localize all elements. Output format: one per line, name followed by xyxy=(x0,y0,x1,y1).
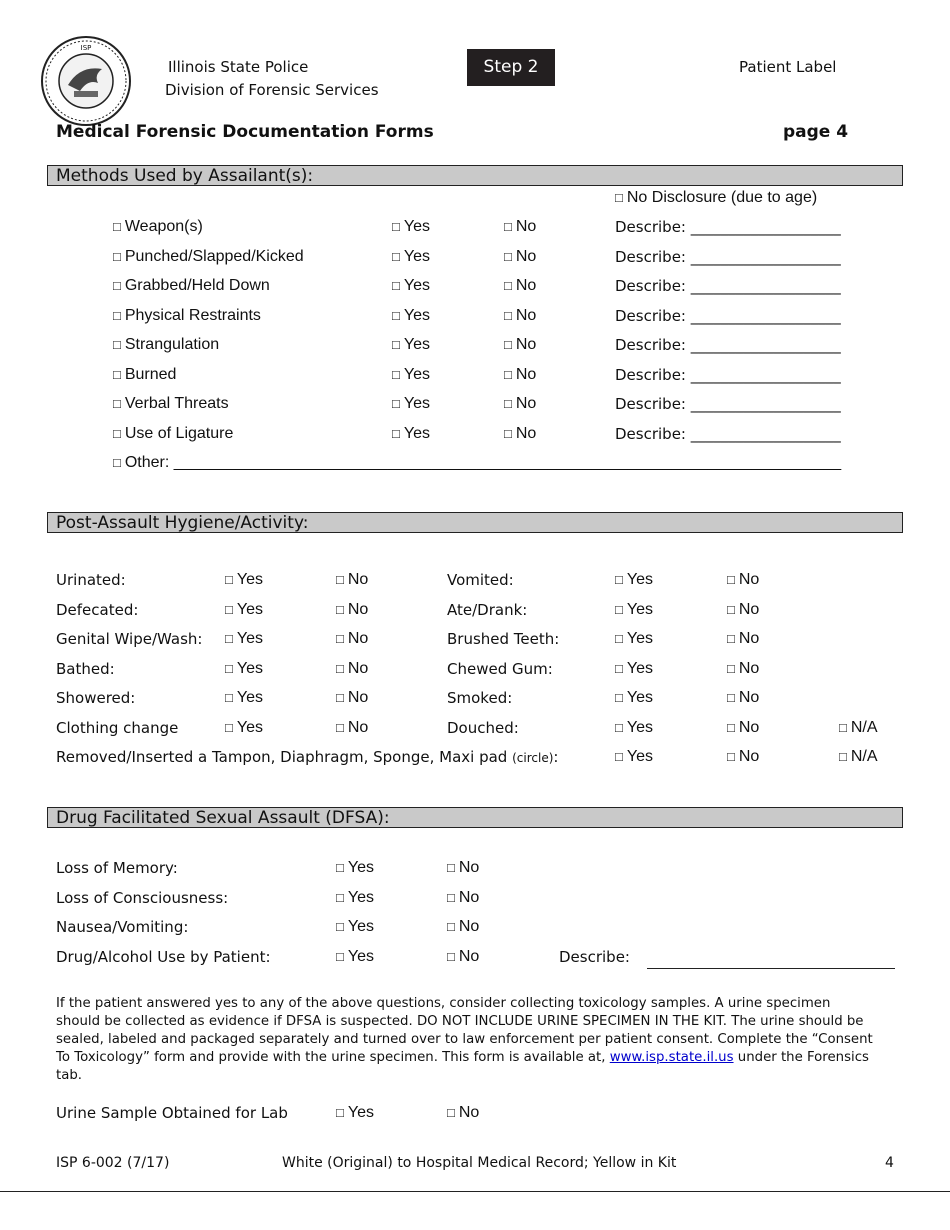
checkbox-label: Yes xyxy=(403,218,430,235)
dfsa-question-label: Drug/Alcohol Use by Patient: xyxy=(56,947,271,966)
agency-name: Illinois State Police xyxy=(168,58,309,76)
checkbox-icon: □ xyxy=(839,749,847,764)
tampon-label xyxy=(56,748,558,766)
checkbox-label: Yes xyxy=(626,718,653,736)
hygiene-right-yes-checkbox[interactable] xyxy=(615,630,653,648)
checkbox-label: No xyxy=(347,689,369,706)
footer-rule xyxy=(0,1191,950,1192)
no-label: No xyxy=(458,1104,480,1121)
no-disclosure-label: No Disclosure (due to age) xyxy=(626,189,818,206)
tampon-na-checkbox[interactable] xyxy=(839,748,878,766)
checkbox-label: No xyxy=(347,659,369,677)
checkbox-label: N/A xyxy=(850,718,878,736)
checkbox-label: Yes xyxy=(403,424,430,442)
checkbox-icon: □ xyxy=(392,396,400,411)
yes-label: Yes xyxy=(626,748,653,765)
checkbox-label: No xyxy=(347,600,369,618)
method-describe-field[interactable]: Describe: ____________________ xyxy=(615,247,841,266)
hygiene-left-label: Showered: xyxy=(56,689,136,707)
method-no-checkbox[interactable] xyxy=(504,218,536,236)
toxicology-paragraph-end: under the Forensics tab. xyxy=(56,1050,869,1083)
tampon-no-checkbox[interactable] xyxy=(727,748,759,766)
checkbox-icon: □ xyxy=(504,366,512,382)
method-yes-checkbox[interactable] xyxy=(392,277,430,295)
checkbox-icon: □ xyxy=(615,690,623,705)
dfsa-question-label: Loss of Consciousness: xyxy=(56,888,229,907)
hygiene-left-label: Urinated: xyxy=(56,571,126,589)
hygiene-left-yes-checkbox[interactable] xyxy=(225,689,263,707)
checkbox-icon: □ xyxy=(113,455,121,470)
checkbox-label: Yes xyxy=(236,571,263,588)
checkbox-icon: □ xyxy=(392,366,400,382)
no-disclosure-checkbox[interactable] xyxy=(615,189,817,207)
checkbox-label: No xyxy=(738,689,760,706)
tampon-note: (circle) xyxy=(512,751,554,765)
checkbox-icon: □ xyxy=(615,190,623,205)
checkbox-icon: □ xyxy=(727,660,735,676)
checkbox-icon: □ xyxy=(225,631,233,646)
checkbox-icon: □ xyxy=(727,601,735,617)
hygiene-left-label: Clothing change xyxy=(56,718,179,737)
dfsa-describe-line[interactable] xyxy=(647,968,895,969)
method-item-checkbox[interactable] xyxy=(113,218,203,236)
hygiene-right-yes-checkbox[interactable] xyxy=(615,571,653,589)
isp-website-link[interactable]: www.isp.state.il.us xyxy=(609,1050,734,1065)
checkbox-label: No xyxy=(515,365,537,383)
dfsa-question-label: Nausea/Vomiting: xyxy=(56,918,189,936)
checkbox-label: No xyxy=(515,395,537,412)
checkbox-label: No xyxy=(515,336,537,353)
checkbox-icon: □ xyxy=(727,719,735,735)
checkbox-label: Burned xyxy=(124,365,177,383)
checkbox-label: No xyxy=(738,630,760,647)
dfsa-section-header: Drug Facilitated Sexual Assault (DFSA): xyxy=(47,807,903,828)
tampon-text: Removed/Inserted a Tampon, Diaphragm, Sponge, Maxi pad xyxy=(56,748,508,766)
checkbox-label: Yes xyxy=(626,600,653,618)
dfsa-yes-checkbox[interactable] xyxy=(336,948,374,966)
dfsa-yes-checkbox[interactable] xyxy=(336,859,374,877)
checkbox-label: Yes xyxy=(347,888,374,906)
hygiene-left-yes-checkbox[interactable] xyxy=(225,719,263,737)
checkbox-icon: □ xyxy=(113,366,121,382)
method-no-checkbox[interactable] xyxy=(504,425,536,443)
checkbox-icon: □ xyxy=(615,572,623,587)
checkbox-label: Yes xyxy=(403,365,430,383)
method-describe-field[interactable]: Describe: ____________________ xyxy=(615,395,841,413)
hygiene-right-label: Vomited: xyxy=(447,571,514,589)
checkbox-label: No xyxy=(347,718,369,736)
hygiene-right-label: Douched: xyxy=(447,718,519,737)
checkbox-icon: □ xyxy=(336,860,344,875)
patient-label: Patient Label xyxy=(739,58,837,76)
method-no-checkbox[interactable] xyxy=(504,395,536,413)
checkbox-label: No xyxy=(515,306,537,324)
hygiene-right-label: Ate/Drank: xyxy=(447,600,528,619)
page-title: Medical Forensic Documentation Forms xyxy=(56,122,434,142)
checkbox-label: Weapon(s) xyxy=(124,218,203,235)
hygiene-left-label: Defecated: xyxy=(56,600,139,619)
checkbox-label: Physical Restraints xyxy=(124,306,261,324)
checkbox-icon: □ xyxy=(336,631,344,646)
checkbox-icon: □ xyxy=(727,690,735,705)
checkbox-icon: □ xyxy=(447,1105,455,1120)
hygiene-right-label: Smoked: xyxy=(447,689,513,707)
page-indicator: page 4 xyxy=(783,122,849,142)
hygiene-left-no-checkbox[interactable] xyxy=(336,689,368,707)
checkbox-icon: □ xyxy=(727,631,735,646)
checkbox-icon: □ xyxy=(113,248,121,264)
checkbox-icon: □ xyxy=(839,719,847,735)
checkbox-icon: □ xyxy=(225,601,233,617)
checkbox-label: Yes xyxy=(403,306,430,324)
tampon-colon: : xyxy=(553,748,559,766)
method-yes-checkbox[interactable] xyxy=(392,366,430,384)
checkbox-icon: □ xyxy=(336,572,344,587)
checkbox-label: Yes xyxy=(347,918,374,935)
checkbox-icon: □ xyxy=(504,425,512,441)
checkbox-label: Yes xyxy=(236,718,263,736)
checkbox-label: Grabbed/Held Down xyxy=(124,277,270,294)
method-no-checkbox[interactable] xyxy=(504,277,536,295)
checkbox-icon: □ xyxy=(336,948,344,964)
toxicology-instructions xyxy=(56,995,876,1085)
other-label: Other: ___________________________________________________________________________ xyxy=(124,454,842,471)
checkbox-label: No xyxy=(738,600,760,618)
hygiene-section-header: Post-Assault Hygiene/Activity: xyxy=(47,512,903,533)
checkbox-icon: □ xyxy=(615,601,623,617)
checkbox-label: Use of Ligature xyxy=(124,424,234,442)
checkbox-icon: □ xyxy=(336,660,344,676)
checkbox-label: No xyxy=(347,630,369,647)
hygiene-right-yes-checkbox[interactable] xyxy=(615,689,653,707)
checkbox-icon: □ xyxy=(447,889,455,905)
checkbox-icon: □ xyxy=(336,690,344,705)
checkbox-label: Yes xyxy=(403,277,430,294)
svg-text:ISP: ISP xyxy=(80,44,92,52)
hygiene-right-yes-checkbox[interactable] xyxy=(615,660,653,678)
checkbox-icon: □ xyxy=(447,948,455,964)
checkbox-icon: □ xyxy=(336,719,344,735)
yes-label: Yes xyxy=(347,1104,374,1121)
checkbox-label: No xyxy=(458,947,480,965)
dfsa-no-checkbox[interactable] xyxy=(447,948,479,966)
method-describe-field[interactable]: Describe: ____________________ xyxy=(615,424,841,443)
checkbox-label: No xyxy=(515,218,537,235)
hygiene-na-checkbox[interactable] xyxy=(839,719,878,737)
checkbox-icon: □ xyxy=(392,248,400,264)
checkbox-icon: □ xyxy=(113,278,121,293)
hygiene-left-yes-checkbox[interactable] xyxy=(225,660,263,678)
method-item-checkbox[interactable] xyxy=(113,277,270,295)
checkbox-label: Yes xyxy=(403,336,430,353)
method-item-checkbox[interactable] xyxy=(113,336,219,354)
na-label: N/A xyxy=(850,748,878,765)
method-item-checkbox[interactable] xyxy=(113,248,304,266)
checkbox-icon: □ xyxy=(392,307,400,323)
form-id: ISP 6-002 (7/17) xyxy=(56,1155,170,1171)
checkbox-icon: □ xyxy=(727,572,735,587)
toxicology-paragraph: If the patient answered yes to any of the above questions, consider collecting toxicology samples. A urine specimen should be collected as evidence if DFSA is suspected. DO NOT INCLUDE URINE SPECIMEN IN THE KIT. The urine should be sealed, labeled and packaged separately and turned over to law enforcement per patient consent. Complete the “Consent To Toxicology” form and provide with the urine specimen. This form is available at, xyxy=(56,996,873,1065)
method-yes-checkbox[interactable] xyxy=(392,395,430,413)
method-yes-checkbox[interactable] xyxy=(392,307,430,325)
checkbox-label: No xyxy=(458,888,480,906)
hygiene-left-yes-checkbox[interactable] xyxy=(225,571,263,589)
checkbox-label: Yes xyxy=(626,571,653,588)
checkbox-icon: □ xyxy=(392,219,400,234)
hygiene-right-no-checkbox[interactable] xyxy=(727,571,759,589)
checkbox-icon: □ xyxy=(336,1105,344,1120)
urine-sample-label: Urine Sample Obtained for Lab xyxy=(56,1104,288,1122)
checkbox-icon: □ xyxy=(727,749,735,764)
checkbox-label: Yes xyxy=(626,659,653,677)
checkbox-icon: □ xyxy=(504,278,512,293)
method-yes-checkbox[interactable] xyxy=(392,425,430,443)
hygiene-left-no-checkbox[interactable] xyxy=(336,630,368,648)
method-no-checkbox[interactable] xyxy=(504,248,536,266)
checkbox-label: Yes xyxy=(403,395,430,412)
checkbox-label: Yes xyxy=(236,659,263,677)
checkbox-icon: □ xyxy=(113,396,121,411)
checkbox-label: No xyxy=(515,247,537,265)
method-describe-field[interactable]: Describe: ____________________ xyxy=(615,365,841,384)
method-describe-field[interactable]: Describe: ____________________ xyxy=(615,218,841,236)
hygiene-right-no-checkbox[interactable] xyxy=(727,601,759,619)
dfsa-no-checkbox[interactable] xyxy=(447,859,479,877)
checkbox-label: Strangulation xyxy=(124,336,220,353)
method-no-checkbox[interactable] xyxy=(504,307,536,325)
method-no-checkbox[interactable] xyxy=(504,336,536,354)
hygiene-right-no-checkbox[interactable] xyxy=(727,660,759,678)
method-item-checkbox[interactable] xyxy=(113,425,233,443)
checkbox-label: No xyxy=(738,571,760,588)
checkbox-label: No xyxy=(738,659,760,677)
urine-yes-checkbox[interactable] xyxy=(336,1104,374,1122)
dfsa-yes-checkbox[interactable] xyxy=(336,918,374,936)
checkbox-icon: □ xyxy=(336,889,344,905)
checkbox-label: No xyxy=(458,918,480,935)
checkbox-label: Verbal Threats xyxy=(124,395,229,412)
checkbox-label: No xyxy=(738,718,760,736)
checkbox-icon: □ xyxy=(392,425,400,441)
hygiene-left-no-checkbox[interactable] xyxy=(336,660,368,678)
checkbox-label: Punched/Slapped/Kicked xyxy=(124,247,304,265)
checkbox-icon: □ xyxy=(113,219,121,234)
dfsa-yes-checkbox[interactable] xyxy=(336,889,374,907)
methods-section-header: Methods Used by Assailant(s): xyxy=(47,165,903,186)
hygiene-left-no-checkbox[interactable] xyxy=(336,719,368,737)
checkbox-icon: □ xyxy=(225,572,233,587)
checkbox-label: No xyxy=(347,571,369,588)
hygiene-right-label: Brushed Teeth: xyxy=(447,630,560,648)
hygiene-right-yes-checkbox[interactable] xyxy=(615,719,653,737)
hygiene-left-no-checkbox[interactable] xyxy=(336,571,368,589)
checkbox-label: Yes xyxy=(347,859,374,876)
page-number: 4 xyxy=(885,1155,894,1171)
checkbox-icon: □ xyxy=(615,631,623,646)
no-label: No xyxy=(738,748,760,765)
hygiene-left-yes-checkbox[interactable] xyxy=(225,601,263,619)
dfsa-describe-label: Describe: xyxy=(559,948,630,966)
checkbox-label: Yes xyxy=(626,630,653,647)
methods-other-field[interactable] xyxy=(113,454,841,472)
checkbox-icon: □ xyxy=(336,601,344,617)
checkbox-icon: □ xyxy=(615,660,623,676)
checkbox-label: No xyxy=(515,424,537,442)
method-no-checkbox[interactable] xyxy=(504,366,536,384)
hygiene-left-yes-checkbox[interactable] xyxy=(225,630,263,648)
distribution-note: White (Original) to Hospital Medical Record; Yellow in Kit xyxy=(282,1155,677,1171)
method-describe-field[interactable]: Describe: ____________________ xyxy=(615,306,841,325)
method-describe-field[interactable]: Describe: ____________________ xyxy=(615,277,841,295)
method-item-checkbox[interactable] xyxy=(113,395,229,413)
checkbox-icon: □ xyxy=(447,860,455,875)
checkbox-icon: □ xyxy=(225,660,233,676)
checkbox-icon: □ xyxy=(615,749,623,764)
checkbox-icon: □ xyxy=(504,219,512,234)
checkbox-icon: □ xyxy=(225,690,233,705)
checkbox-label: No xyxy=(458,859,480,876)
dfsa-question-label: Loss of Memory: xyxy=(56,859,178,877)
method-yes-checkbox[interactable] xyxy=(392,336,430,354)
checkbox-icon: □ xyxy=(336,919,344,934)
checkbox-icon: □ xyxy=(504,248,512,264)
step-badge: Step 2 xyxy=(467,49,555,86)
method-item-checkbox[interactable] xyxy=(113,366,176,384)
checkbox-icon: □ xyxy=(504,396,512,411)
hygiene-right-no-checkbox[interactable] xyxy=(727,689,759,707)
checkbox-label: Yes xyxy=(347,947,374,965)
checkbox-icon: □ xyxy=(392,278,400,293)
hygiene-right-no-checkbox[interactable] xyxy=(727,630,759,648)
state-police-seal xyxy=(40,35,132,127)
urine-no-checkbox[interactable] xyxy=(447,1104,479,1122)
checkbox-label: Yes xyxy=(236,630,263,647)
hygiene-right-label: Chewed Gum: xyxy=(447,659,553,678)
checkbox-icon: □ xyxy=(504,307,512,323)
dfsa-no-checkbox[interactable] xyxy=(447,889,479,907)
hygiene-right-yes-checkbox[interactable] xyxy=(615,601,653,619)
tampon-yes-checkbox[interactable] xyxy=(615,748,653,766)
checkbox-label: Yes xyxy=(236,689,263,706)
hygiene-left-no-checkbox[interactable] xyxy=(336,601,368,619)
method-yes-checkbox[interactable] xyxy=(392,248,430,266)
hygiene-left-label: Genital Wipe/Wash: xyxy=(56,630,203,648)
checkbox-icon: □ xyxy=(225,719,233,735)
checkbox-icon: □ xyxy=(504,337,512,352)
hygiene-right-no-checkbox[interactable] xyxy=(727,719,759,737)
division-name: Division of Forensic Services xyxy=(165,81,379,99)
checkbox-label: Yes xyxy=(403,247,430,265)
dfsa-no-checkbox[interactable] xyxy=(447,918,479,936)
checkbox-icon: □ xyxy=(447,919,455,934)
checkbox-label: No xyxy=(515,277,537,294)
method-yes-checkbox[interactable] xyxy=(392,218,430,236)
checkbox-icon: □ xyxy=(392,337,400,352)
checkbox-label: Yes xyxy=(626,689,653,706)
method-describe-field[interactable]: Describe: ____________________ xyxy=(615,336,841,354)
checkbox-label: Yes xyxy=(236,600,263,618)
hygiene-left-label: Bathed: xyxy=(56,659,115,678)
checkbox-icon: □ xyxy=(113,307,121,323)
checkbox-icon: □ xyxy=(113,425,121,441)
checkbox-icon: □ xyxy=(615,719,623,735)
method-item-checkbox[interactable] xyxy=(113,307,261,325)
checkbox-icon: □ xyxy=(113,337,121,352)
